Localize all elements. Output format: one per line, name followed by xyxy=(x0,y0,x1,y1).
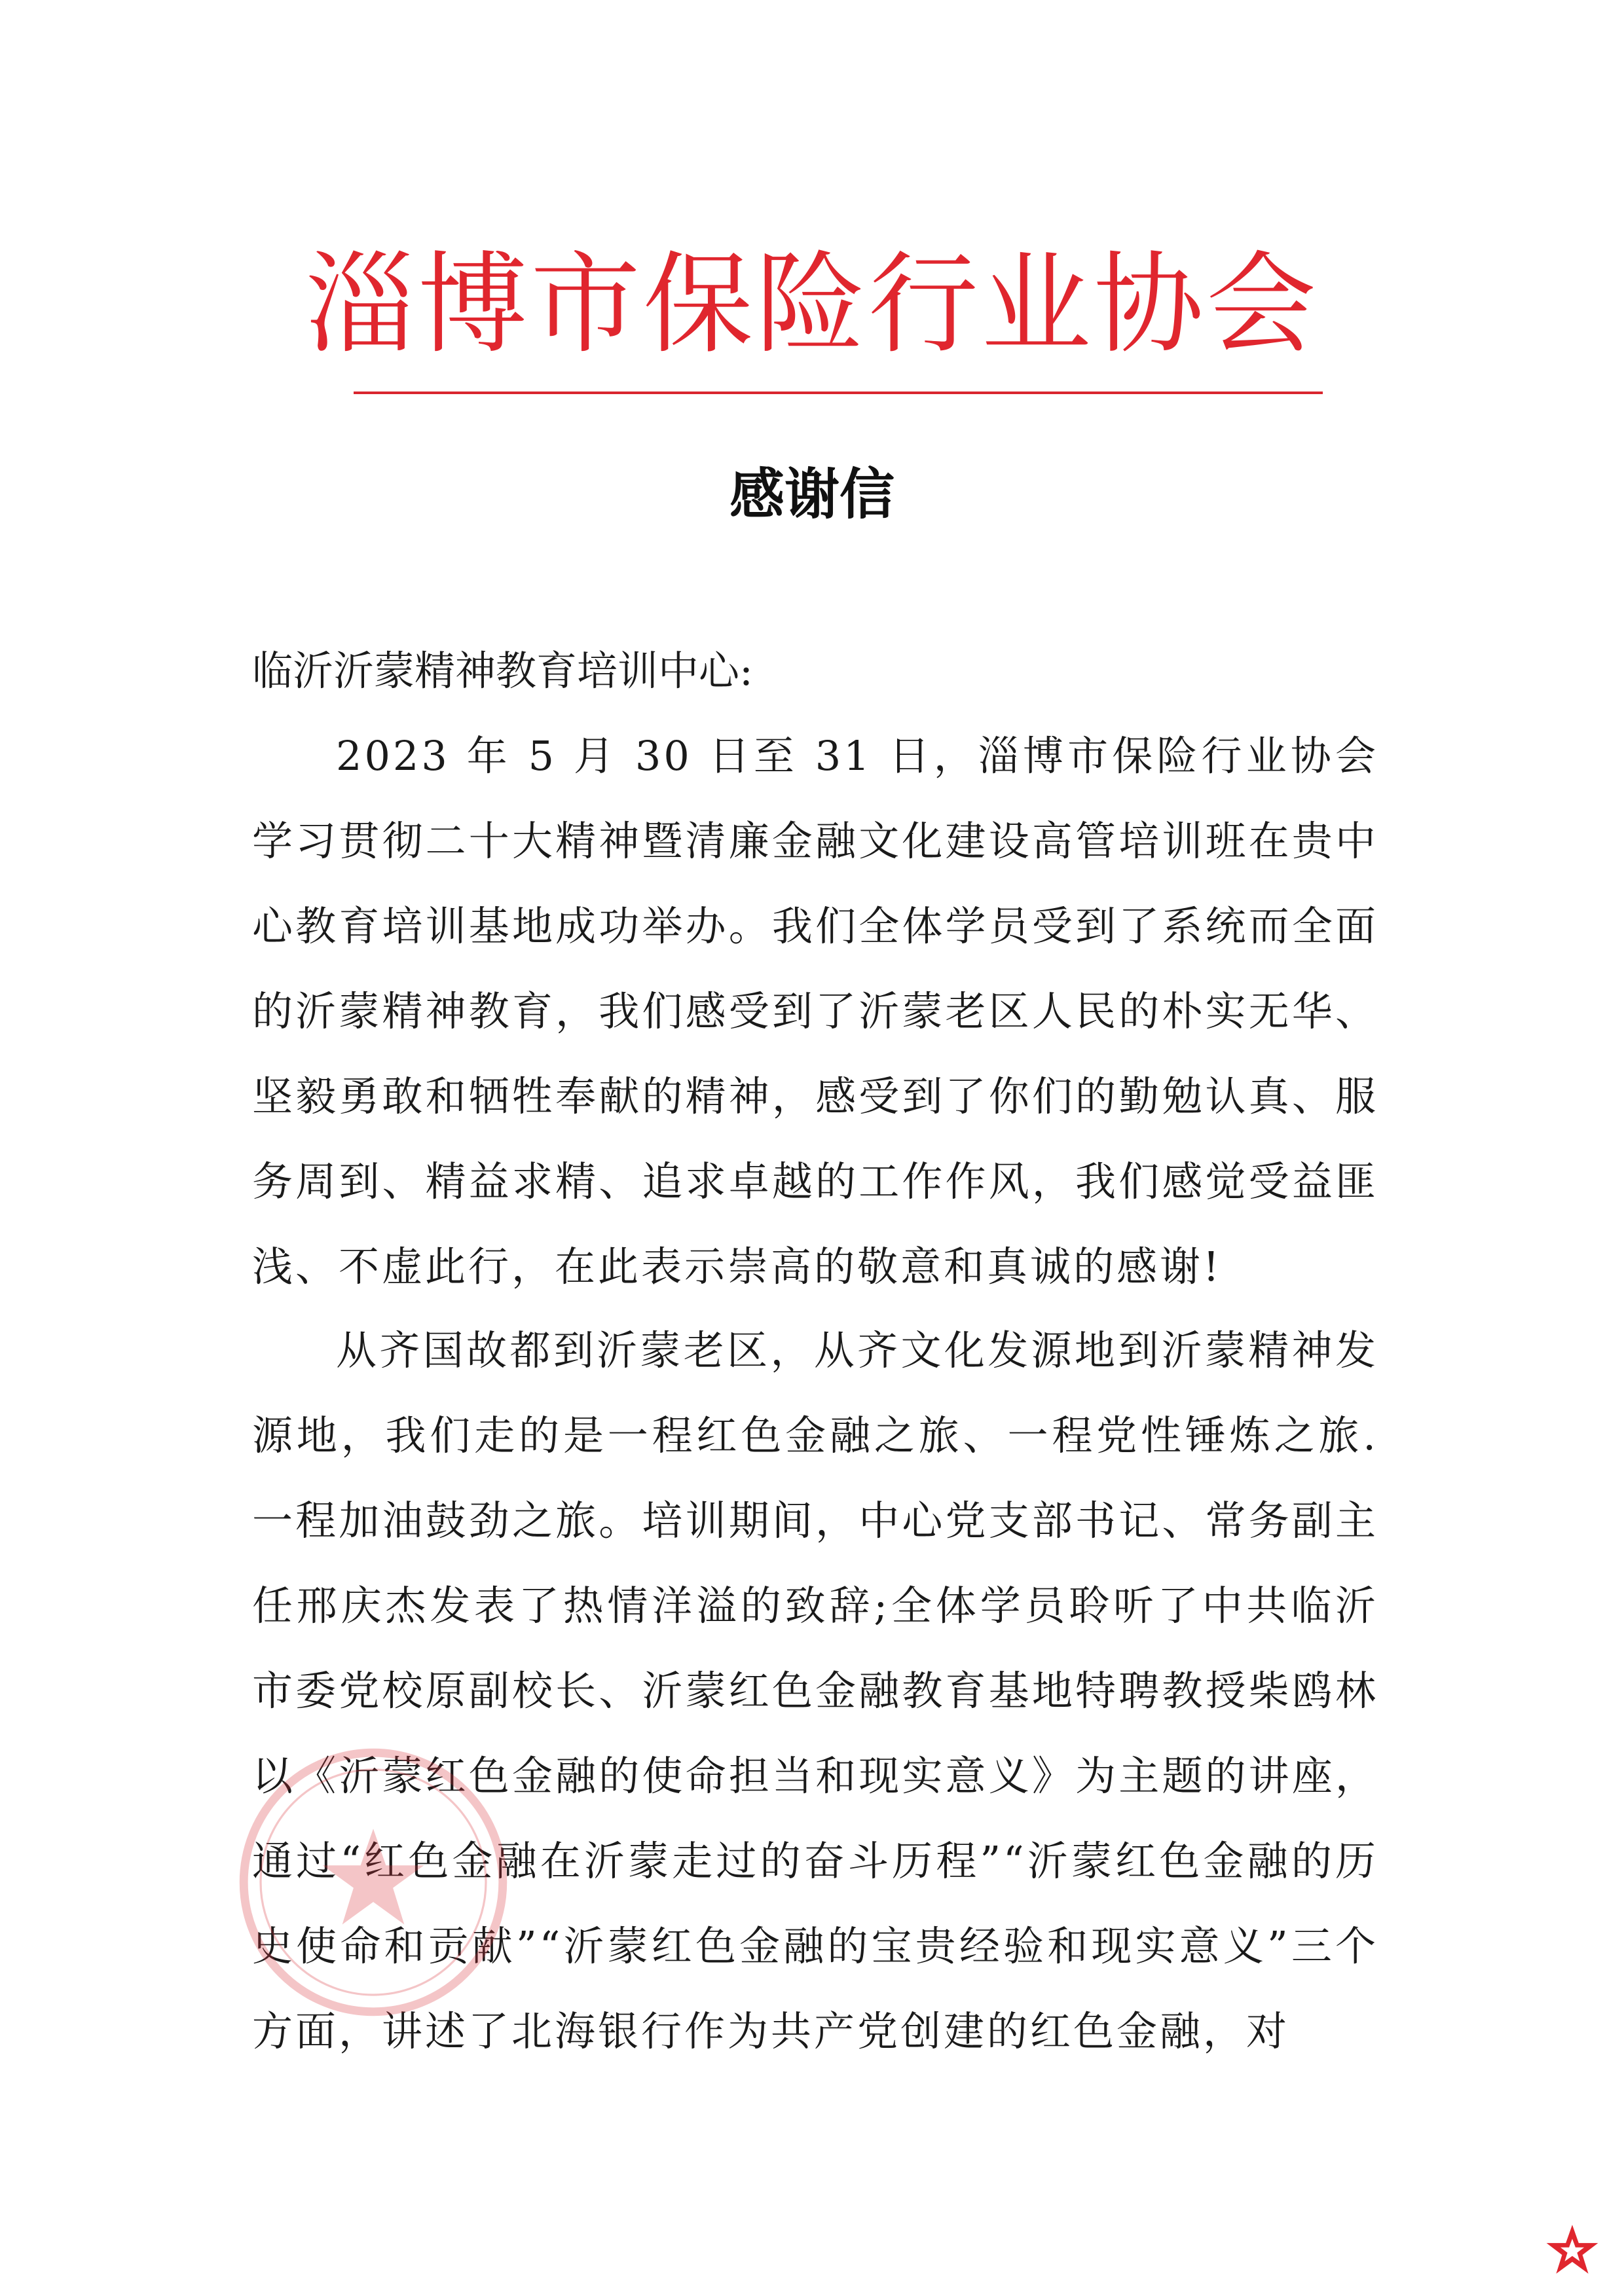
red-star-logo-icon xyxy=(1545,2223,1599,2276)
letterhead-divider xyxy=(354,392,1323,394)
body-paragraph-1: 2023 年 5 月 30 日至 31 日，淄博市保险行业协会学习贯彻二十大精神暨清廉金融文化建设高管培训班在贵中心教育培训基地成功举办。我们全体学员受到了系统而全面的沂蒙精神教育，我们感受到了沂蒙老区人民的朴实无华、坚毅勇敢和牺牲奉献的精神，感受到了你们的勤勉认真、服务周到、精益求精、追求卓越的工作作风，我们感觉受益匪浅、不虚此行，在此表示崇高的敬意和真诚的感谢! xyxy=(252,732,1378,1290)
official-seal-icon xyxy=(232,1741,514,2023)
document-title: 感谢信 xyxy=(729,462,895,526)
body-paragraph-2: 从齐国故都到沂蒙老区，从齐文化发源地到沂蒙精神发源地，我们走的是一程红色金融之旅、一程党性锤炼之旅.一程加油鼓劲之旅。培训期间，中心党支部书记、常务副主任邢庆杰发表了热情洋溢的致辞;全体学员聆听了中共临沂市委党校原副校长、沂蒙红色金融教育基地特聘教授柴鸥林以《沂蒙红色金融的使命担当和现实意义》为主题的讲座，通过“红色金融在沂蒙走过的奋斗历程”“沂蒙红色金融的历史使命和贡献”“沂蒙红色金融的宝贵经验和现实意义”三个方面，讲述了北海银行作为共产党创建的红色金融，对 xyxy=(252,1326,1378,2055)
letterhead-org-name: 淄博市保险行业协会 xyxy=(305,240,1319,369)
salutation: 临沂沂蒙精神教育培训中心: xyxy=(252,647,753,695)
